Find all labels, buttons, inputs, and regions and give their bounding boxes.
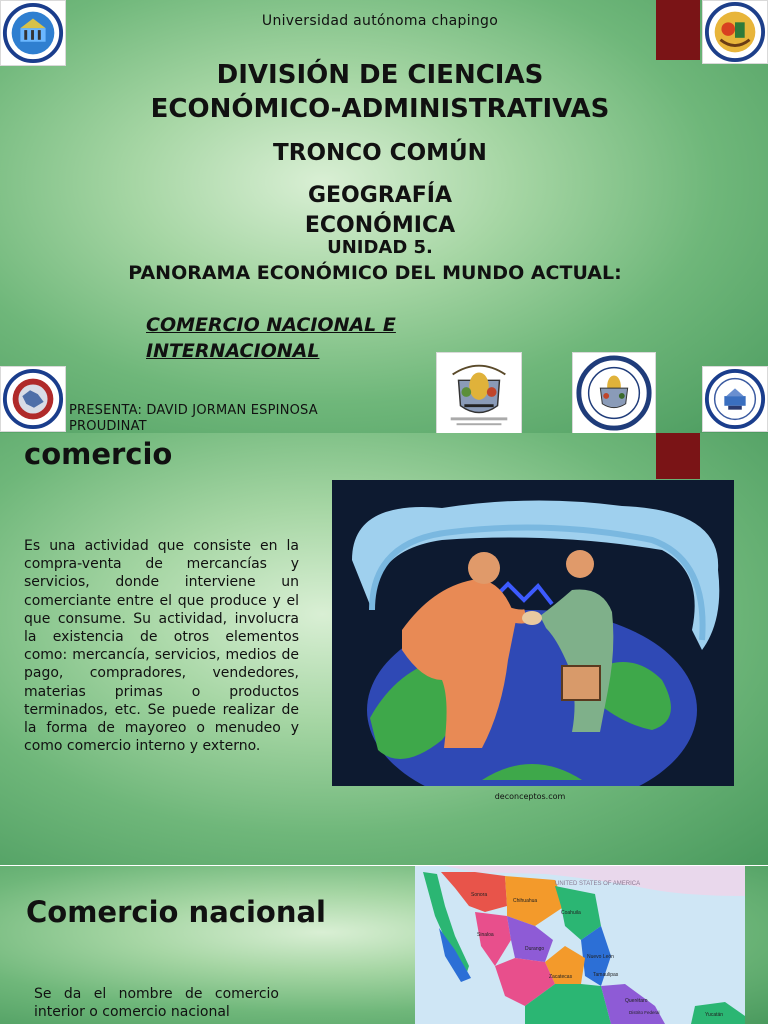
tronco-comun-title: TRONCO COMÚN	[273, 140, 487, 166]
panorama-title: PANORAMA ECONÓMICO DEL MUNDO ACTUAL:	[128, 262, 622, 284]
slide-title: Comercio nacional	[26, 895, 326, 929]
slide-body-text: Se da el nombre de comercio interior o comercio nacional	[34, 986, 279, 1020]
handshake-globe-icon	[332, 480, 734, 786]
globe-seal-icon	[1, 367, 65, 431]
division-title: DIVISIÓN DE CIENCIAS ECONÓMICO-ADMINISTRATIVAS	[150, 60, 610, 124]
map-state-label: Sonora	[471, 892, 488, 898]
handshake-illustration	[332, 480, 734, 786]
map-state-label: Durango	[525, 946, 545, 952]
map-state-label: Nuevo León	[587, 954, 614, 960]
left-bottom-logo	[0, 366, 66, 432]
slide-body-text: Es una actividad que consiste en la compra-venta de mercancías y servicios, donde interviene un comerciante entre el que produce y el que consume. Su actividad, involucra la existencia de otros elementos como: mercancía, servicios, medios de pago, compradores, vendedores, materias primas o productos terminados, etc. Se puede realizar de la forma de mayoreo o menudeo y como comercio interno y externo.	[24, 538, 299, 755]
slide-title: comercio	[24, 437, 173, 471]
red-accent-bar	[656, 0, 700, 60]
map-state-label: Distrito Federal	[629, 1010, 660, 1015]
map-country-label: UNITED STATES OF AMERICA	[555, 881, 641, 887]
round-seal-icon	[573, 353, 655, 433]
economics-seal-icon	[703, 367, 767, 431]
map-state-label: Querétaro	[625, 998, 648, 1004]
presenter-name: PRESENTA: DAVID JORMAN ESPINOSA PROUDINAT	[69, 403, 318, 433]
mexico-map	[415, 866, 745, 1024]
chapingo-logo	[436, 352, 522, 433]
map-state-label: Sinaloa	[477, 932, 494, 938]
right-bottom-logo	[702, 366, 768, 432]
image-credit: deconceptos.com	[494, 792, 566, 801]
red-accent-bar	[656, 433, 700, 479]
topic-title: COMERCIO NACIONAL E INTERNACIONAL	[146, 314, 396, 362]
map-icon	[415, 866, 745, 1024]
division-logo	[572, 352, 656, 433]
wheat-shield-icon	[437, 353, 521, 433]
map-state-label: Zacatecas	[549, 974, 573, 980]
left-top-logo	[0, 0, 66, 66]
right-top-logo	[702, 0, 768, 64]
unit-title: UNIDAD 5.	[327, 237, 433, 258]
map-state-label: Tamaulipas	[593, 972, 619, 978]
map-state-label: Chihuahua	[513, 898, 538, 904]
university-seal-icon	[1, 1, 65, 65]
university-name: Universidad autónoma chapingo	[261, 13, 499, 29]
map-state-label: Yucatán	[705, 1012, 724, 1018]
title-slide	[0, 0, 768, 433]
map-state-label: Coahuila	[561, 910, 581, 916]
shield-seal-icon	[703, 1, 767, 63]
subject-title: GEOGRAFÍA ECONÓMICA	[304, 183, 456, 238]
